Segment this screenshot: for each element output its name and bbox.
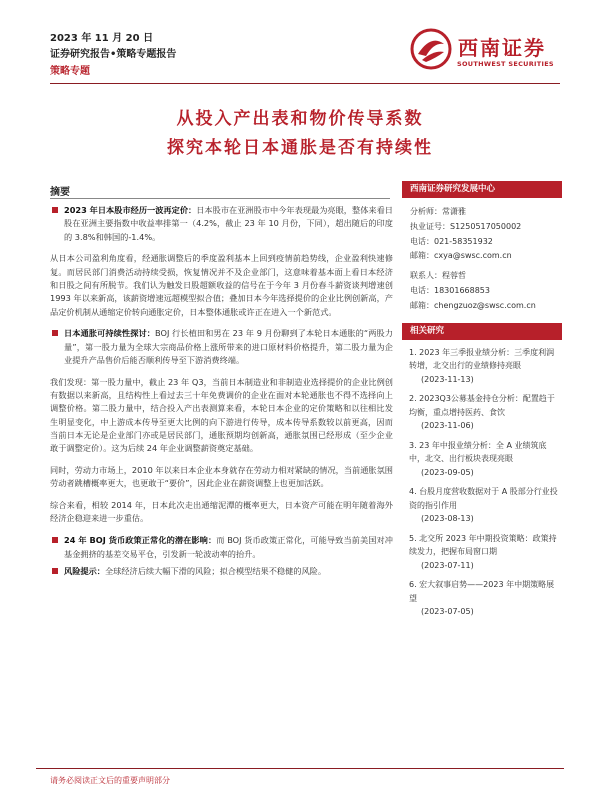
contact-row[interactable]: 邮箱：chengzuoz@swsc.com.cn [410, 300, 536, 310]
research-center-title: 西南证券研究发展中心 [402, 181, 562, 198]
abstract-divider [50, 198, 390, 199]
related-research-list [402, 340, 562, 619]
abstract-paragraph [50, 376, 393, 456]
paragraph-text: 我们发现：第一股力量中，截止 23 年 Q3，当前日本制造业和非制造业选择提价的企业比例创有数据以来新高，且结构性上看过去三十年免费调价的企业在面对本轮通胀也不得不选择向上调整价格。第二股力量中，结合投入产出表测算来看，本轮日本企业的定价策略和以往相比发生明显变化，中上游成本传导至更大比例的向下游进行传导，成本传导系数较以前更高，因而当前日本无论是企业部门亦或是居民部门，通胀预期均创新高，通胀氛围已经形成（至少企业敢于调整定价）。这为后续 24 年企业调整薪资奠定基础。 [50, 376, 393, 454]
abstract-paragraph [50, 252, 393, 318]
abstract-paragraph [50, 534, 393, 561]
contact-row: 联系人：程蓉哲 [410, 271, 466, 281]
abstract-heading: 摘要 [50, 187, 70, 198]
paragraph-text: 而 BOJ 货币政策正常化，可能导致当前美国对冲基金拥挤的基差交易平仓，引发新一轮波动率的抬升。 [64, 535, 393, 559]
company-logo [410, 26, 560, 76]
paragraph-text: 综合来看，相较 2014 年，日本此次走出通缩泥潭的概率更大，日本资产可能在明年随着海外经济企稳迎来进一步重估。 [50, 500, 393, 524]
report-date: 2023 年 11 月 20 日 [50, 33, 154, 44]
paragraph-lead: 风险提示： [64, 566, 105, 577]
contact-row: 执业证号：S1250517050002 [410, 221, 522, 231]
related-research-item[interactable]: 2. 2023Q3公募基金持仓分析：配置趋于均衡，重点增持医药、食饮 (2023-11-06) [409, 394, 555, 431]
report-title-line2: 探究本轮日本通胀是否有持续性 [167, 138, 433, 158]
abstract-paragraph [50, 204, 393, 244]
related-research-item[interactable]: 5. 北交所 2023 年中期投资策略：政策持续发力，把握布局窗口期 (2023-07-11) [409, 533, 557, 570]
footer-disclaimer: 请务必阅读正文后的重要声明部分 [50, 776, 170, 785]
contact-list [402, 198, 562, 314]
abstract-paragraph [50, 327, 393, 367]
paragraph-text: 日本股市在亚洲股市中今年表现最为亮眼，整体来看日股在亚洲主要指数中收益率排第一（4.2%，截止 23 年 10 月份，下同），超出随后的印度的 3.8%和韩国的-1.4%。 [64, 205, 393, 242]
report-title-line1: 从投入产出表和物价传导系数 [176, 109, 424, 129]
abstract-paragraph [50, 464, 393, 491]
paragraph-text: 同时，劳动力市场上，2010 年以来日本企业本身就存在劳动力相对紧缺的情况，当前通胀氛围劳动者跳槽概率更大，也更敢于“要价”，因此企业在薪资调整上也更加活跃。 [50, 465, 393, 489]
related-research-item[interactable]: 3. 23 年中报业绩分析：全 A 业绩筑底中，北交、出行板块表现亮眼 (2023-09-05) [409, 440, 547, 477]
bullet-square-icon [52, 568, 58, 574]
header-divider [50, 83, 560, 84]
paragraph-text: 全球经济后续大幅下滑的风险；拟合模型结果不稳健的风险。 [104, 566, 327, 577]
bullet-square-icon [52, 330, 58, 336]
sidebar [402, 181, 562, 625]
abstract-paragraph [50, 499, 393, 526]
report-topic: 策略专题 [50, 66, 90, 77]
logo-mark-icon [410, 28, 452, 70]
abstract-paragraph [50, 565, 393, 578]
paragraph-text: 从日本公司盈利角度看，经通胀调整后的季度盈利基本上回到疫情前趋势线，企业盈利快速修复。而居民部门消费活动持续受损，恢复情况并不及企业部门，这意味着基本面上看日本经济和日股之间有所脱节。我们认为触发日股超额收益的信号在于今年 3 月份春斗薪资谈判增速创 1993 年以来新高，该薪资增速远超模型拟合值；叠加日本今年选择提价的企业比例创新高，产品定价机制从通缩定价转向通胀定价，日本整体通胀或许正在进入一个新范式。 [50, 253, 393, 317]
footer-divider [36, 768, 564, 769]
contact-row: 电话：021-58351932 [410, 236, 493, 246]
contact-row: 电话：18301668853 [410, 285, 490, 295]
logo-name-en: SOUTHWEST SECURITIES [457, 60, 554, 68]
paragraph-text: BOJ 行长植田和男在 23 年 9 月份聊到了本轮日本通胀的“两股力量”，第一股力量为全球大宗商品价格上涨所带来的进口原材料价格提升，第二股力量为企业提升产品售价后能否顺利传导至下游消费终端。 [64, 328, 393, 365]
related-research-item[interactable]: 4. 台股月度营收数据对于 A 股部分行业投资的指引作用 (2023-08-13) [409, 487, 558, 524]
bullet-square-icon [52, 207, 58, 213]
related-research-title: 相关研究 [402, 323, 562, 340]
related-research-item[interactable]: 1. 2023 年三季报业绩分析：三季度利润转增，北交出行的业绩修持亮眼 (2023-11-13) [409, 347, 555, 384]
bullet-square-icon [52, 537, 58, 543]
paragraph-lead: 24 年 BOJ 货币政策正常化的潜在影响： [64, 535, 217, 546]
contact-row[interactable]: 邮箱：cxya@swsc.com.cn [410, 251, 512, 261]
abstract-body [50, 204, 393, 583]
report-type: 证券研究报告•策略专题报告 [50, 49, 177, 60]
logo-name-cn: 西南证券 [458, 36, 546, 60]
paragraph-lead: 日本通胀可持续性探讨： [64, 328, 156, 339]
related-research-item[interactable]: 6. 宏大叙事启势——2023 年中期策略展望 (2023-07-05) [409, 580, 555, 617]
paragraph-lead: 2023 年日本股市经历一波再定价： [64, 205, 197, 215]
contact-row: 分析师：常潇雅 [410, 207, 466, 216]
